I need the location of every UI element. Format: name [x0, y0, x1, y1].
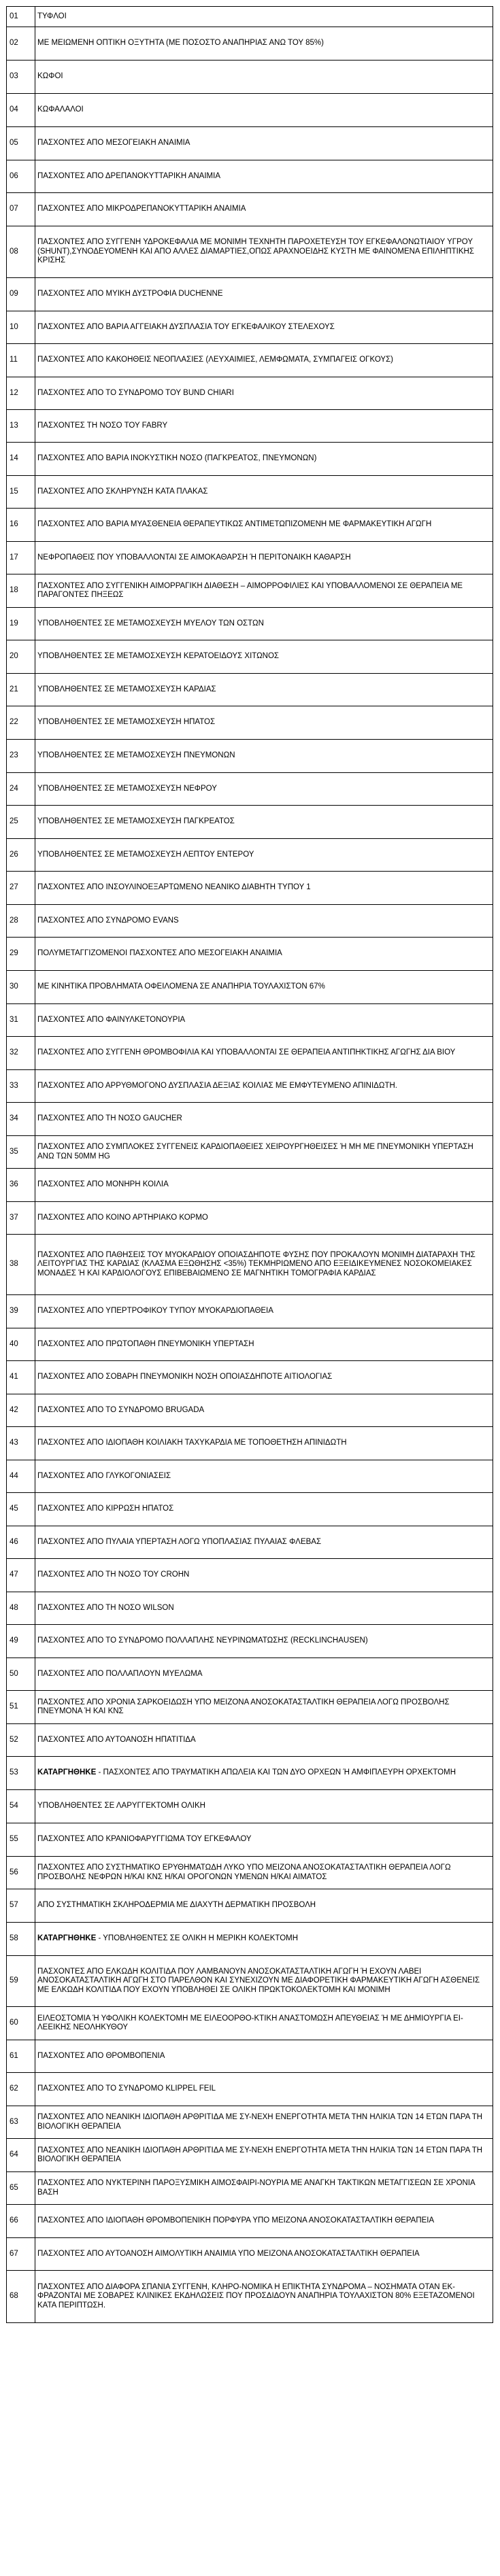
row-description: ΠΑΣΧΟΝΤΕΣ ΑΠΟ ΝΕΑΝΙΚΗ ΙΔΙΟΠΑΘΗ ΑΡΘΡΙΤΙΔΑ ΜΕ ΣΥ-ΝΕΧΗ ΕΝΕΡΓΟΤΗΤΑ ΜΕΤΑ ΤΗΝ ΗΛΙΚΙΑ ΤΩΝ 14 ΕΤΩΝ ΠΑΡΑ ΤΗ ΒΙΟΛΟΓΙΚΗ ΘΕΡΑΠΕΙΑ: [35, 2106, 493, 2139]
row-code: 03: [7, 61, 35, 94]
row-description: ΥΠΟΒΛΗΘΕΝΤΕΣ ΣΕ ΜΕΤΑΜΟΣΧΕΥΣΗ ΠΝΕΥΜΟΝΩΝ: [35, 740, 493, 773]
row-code: 44: [7, 1460, 35, 1493]
row-description: ΥΠΟΒΛΗΘΕΝΤΕΣ ΣΕ ΜΕΤΑΜΟΣΧΕΥΣΗ ΝΕΦΡΟΥ: [35, 773, 493, 806]
row-description: ΥΠΟΒΛΗΘΕΝΤΕΣ ΣΕ ΜΕΤΑΜΟΣΧΕΥΣΗ ΠΑΓΚΡΕΑΤΟΣ: [35, 806, 493, 839]
row-description: ΠΑΣΧΟΝΤΕΣ ΑΠΟ ΒΑΡΙΑ ΜΥΑΣΘΕΝΕΙΑ ΘΕΡΑΠΕΥΤΙΚΩΣ ΑΝΤΙΜΕΤΩΠΙΖΟΜΕΝΗ ΜΕ ΦΑΡΜΑΚΕΥΤΙΚΗ ΑΓΩΓΗ: [35, 509, 493, 542]
table-row: [7, 674, 493, 706]
table-row: [7, 1235, 493, 1295]
table-row: [7, 2139, 493, 2172]
row-code: 65: [7, 2172, 35, 2205]
table-row: [7, 278, 493, 311]
table-row: [7, 542, 493, 574]
row-description: ΠΑΣΧΟΝΤΕΣ ΑΠΟ ΣΥΝΔΡΟΜΟ EVANS: [35, 905, 493, 938]
table-row: [7, 7, 493, 27]
row-description: ΥΠΟΒΛΗΘΕΝΤΕΣ ΣΕ ΜΕΤΑΜΟΣΧΕΥΣΗ ΛΕΠΤΟΥ ΕΝΤΕΡΟΥ: [35, 839, 493, 872]
row-code: 23: [7, 740, 35, 773]
description-text: - ΠΑΣΧΟΝΤΕΣ ΑΠΟ ΤΡΑΥΜΑΤΙΚΗ ΑΠΩΛΕΙΑ ΚΑΙ ΤΩΝ ΔΥΟ ΟΡΧΕΩΝ Ή ΑΜΦΙΠΛΕΥΡΗ ΟΡΧΕΚΤΟΜΗ: [96, 1768, 456, 1777]
row-description: ΠΑΣΧΟΝΤΕΣ ΑΠΟ ΝΥΚΤΕΡΙΝΗ ΠΑΡΟΞΥΣΜΙΚΗ ΑΙΜΟΣΦΑΙΡΙ-ΝΟΥΡΙΑ ΜΕ ΑΝΑΓΚΗ ΤΑΚΤΙΚΩΝ ΜΕΤΑΓΓΙΣΕΩΝ ΣΕ ΧΡΟΝΙΑ ΒΑΣΗ: [35, 2172, 493, 2205]
row-code: 31: [7, 1004, 35, 1037]
row-code: 62: [7, 2073, 35, 2106]
row-description: ΑΠΟ ΣΥΣΤΗΜΑΤΙΚΗ ΣΚΛΗΡΟΔΕΡΜΙΑ ΜΕ ΔΙΑΧΥΤΗ ΔΕΡΜΑΤΙΚΗ ΠΡΟΣΒΟΛΗ: [35, 1889, 493, 1923]
row-description: ΠΑΣΧΟΝΤΕΣ ΑΠΟ ΤΗ ΝΟΣΟ ΤΟΥ CROHN: [35, 1559, 493, 1592]
row-description: ΠΑΣΧΟΝΤΕΣ ΑΠΟ ΕΛΚΩΔΗ ΚΟΛΙΤΙΔΑ ΠΟΥ ΛΑΜΒΑΝΟΥΝ ΑΝΟΣΟΚΑΤΑΣΤΑΛΤΙΚΗ ΑΓΩΓΗ Ή ΕΧΟΥΝ ΛΑΒΕΙ ΑΝΟΣΟΚΑΤΑΣΤΑΛΤΙΚΗ ΑΓΩΓΗ ΣΤΟ ΠΑΡΕΛΘΟΝ ΚΑΙ ΣΥΝΕΧΙΖΟΥΝ ΜΕ ΔΙΑΦΟΡΕΤΙΚΗ ΦΑΡΜΑΚΕΥΤΙΚΗ ΑΓΩΓΗ ΑΣΘΕΝΕΙΣ ΜΕ ΕΛΚΩΔΗ ΚΟΛΙΤΙΔΑ ΠΟΥ ΕΧΟΥΝ ΥΠΟΒΛΗΘΕΙ ΣΕ ΟΛΙΚΗ ΠΡΩΚΤΟΚΟΛΕΚΤΟΜΗ ΚΑΙ ΜΟΝΙΜΗ: [35, 1956, 493, 2007]
table-row: [7, 377, 493, 410]
row-description: ΚΩΦΑΛΑΛΟΙ: [35, 94, 493, 127]
table-row: [7, 1526, 493, 1559]
row-description: ΠΑΣΧΟΝΤΕΣ ΑΠΟ ΠΥΛΑΙΑ ΥΠΕΡΤΑΣΗ ΛΟΓΩ ΥΠΟΠΛΑΣΙΑΣ ΠΥΛΑΙΑΣ ΦΛΕΒΑΣ: [35, 1526, 493, 1559]
row-code: 55: [7, 1823, 35, 1857]
row-code: 24: [7, 773, 35, 806]
row-description: ΠΑΣΧΟΝΤΕΣ ΑΠΟ ΚΑΚΟΗΘΕΙΣ ΝΕΟΠΛΑΣΙΕΣ (ΛΕΥΧΑΙΜΙΕΣ, ΛΕΜΦΩΜΑΤΑ, ΣΥΜΠΑΓΕΙΣ ΟΓΚΟΥΣ): [35, 344, 493, 377]
row-code: 37: [7, 1202, 35, 1235]
table-row: [7, 1295, 493, 1328]
row-code: 09: [7, 278, 35, 311]
table-row: [7, 1857, 493, 1889]
row-code: 56: [7, 1857, 35, 1889]
row-code: 33: [7, 1070, 35, 1103]
row-description: ΠΑΣΧΟΝΤΕΣ ΑΠΟ ΙΝΣΟΥΛΙΝΟΕΞΑΡΤΩΜΕΝΟ ΝΕΑΝΙΚΟ ΔΙΑΒΗΤΗ ΤΥΠΟΥ 1: [35, 872, 493, 905]
row-description: ΠΑΣΧΟΝΤΕΣ ΑΠΟ ΠΟΛΛΑΠΛΟΥΝ ΜΥΕΛΩΜΑ: [35, 1658, 493, 1691]
row-code: 67: [7, 2238, 35, 2271]
table-row: [7, 2172, 493, 2205]
table-row: [7, 1460, 493, 1493]
row-code: 06: [7, 160, 35, 193]
table-row: [7, 1427, 493, 1460]
table-row: [7, 1823, 493, 1857]
table-row: [7, 344, 493, 377]
disability-codes-table: [6, 6, 493, 2323]
row-description: ΕΙΛΕΟΣΤΟΜΙΑ Ή ΥΦΟΛΙΚΗ ΚΟΛΕΚΤΟΜΗ ΜΕ ΕΙΛΕΟΟΡΘΟ-ΚΤΙΚΗ ΑΝΑΣΤΟΜΩΣΗ ΑΠΕΥΘΕΙΑΣ Ή ΜΕ ΔΗΜΙΟΥΡΓΙΑ ΕΙ-ΛΕΕΙΚΗΣ ΝΕΟΛΗΚΥΘΟΥ: [35, 2007, 493, 2040]
row-description: ΠΑΣΧΟΝΤΕΣ ΑΠΟ ΑΥΤΟΑΝΟΣΗ ΗΠΑΤΙΤΙΔΑ: [35, 1724, 493, 1757]
row-code: 25: [7, 806, 35, 839]
row-code: 15: [7, 476, 35, 509]
row-code: 08: [7, 226, 35, 278]
row-description: ΠΑΣΧΟΝΤΕΣ ΑΠΟ ΤΟ ΣΥΝΔΡΟΜΟ ΠΟΛΛΑΠΛΗΣ ΝΕΥΡΙΝΩΜΑΤΩΣΗΣ (RECKLINCHAUSEN): [35, 1625, 493, 1658]
row-description: ΚΩΦΟΙ: [35, 61, 493, 94]
row-description: ΠΑΣΧΟΝΤΕΣ ΑΠΟ ΔΙΑΦΟΡΑ ΣΠΑΝΙΑ ΣΥΓΓΕΝΗ, ΚΛΗΡΟ-ΝΟΜΙΚΑ Η ΕΠΙΚΤΗΤΑ ΣΥΝΔΡΟΜΑ – ΝΟΣΗΜΑΤΑ ΟΤΑΝ ΕΚ-ΦΡΑΖΟΝΤΑΙ ΜΕ ΣΟΒΑΡΕΣ ΚΛΙΝΙΚΕΣ ΕΚΔΗΛΩΣΕΙΣ ΠΟΥ ΠΡΟΣΔΙΔΟΥΝ ΑΝΑΠΗΡΙΑ ΤΟΥΛΑΧΙΣΤΟΝ 80% ΕΞΕΤΑΖΟΜΕΝΟΙ ΚΑΤΑ ΠΕΡΙΠΤΩΣΗ.: [35, 2271, 493, 2323]
row-description: ΥΠΟΒΛΗΘΕΝΤΕΣ ΣΕ ΜΕΤΑΜΟΣΧΕΥΣΗ ΚΑΡΔΙΑΣ: [35, 674, 493, 706]
row-description: ΠΑΣΧΟΝΤΕΣ ΑΠΟ ΙΔΙΟΠΑΘΗ ΚΟΙΛΙΑΚΗ ΤΑΧΥΚΑΡΔΙΑ ΜΕ ΤΟΠΟΘΕΤΗΣΗ ΑΠΙΝΙΔΩΤΗ: [35, 1427, 493, 1460]
row-code: 32: [7, 1037, 35, 1070]
row-code: 27: [7, 872, 35, 905]
description-text: - ΥΠΟΒΛΗΘΕΝΤΕΣ ΣΕ ΟΛΙΚΗ Η ΜΕΡΙΚΗ ΚΟΛΕΚΤΟΜΗ: [96, 1934, 299, 1943]
row-code: 52: [7, 1724, 35, 1757]
row-description: ΠΑΣΧΟΝΤΕΣ ΑΠΟ ΜΕΣΟΓΕΙΑΚΗ ΑΝΑΙΜΙΑ: [35, 127, 493, 160]
row-code: 26: [7, 839, 35, 872]
row-description: ΠΑΣΧΟΝΤΕΣ ΑΠΟ ΠΡΩΤΟΠΑΘΗ ΠΝΕΥΜΟΝΙΚΗ ΥΠΕΡΤΑΣΗ: [35, 1328, 493, 1361]
row-description: ΠΑΣΧΟΝΤΕΣ ΑΠΟ ΓΛΥΚΟΓΟΝΙΑΣΕΙΣ: [35, 1460, 493, 1493]
row-code: 53: [7, 1757, 35, 1790]
table-row: [7, 160, 493, 193]
row-description: ΠΑΣΧΟΝΤΕΣ ΤΗ ΝΟΣΟ ΤΟΥ FABRY: [35, 410, 493, 443]
row-code: 36: [7, 1169, 35, 1202]
row-code: 21: [7, 674, 35, 706]
table-row: [7, 2205, 493, 2238]
table-row: [7, 1493, 493, 1526]
table-row: [7, 706, 493, 740]
row-code: 30: [7, 971, 35, 1004]
row-code: 46: [7, 1526, 35, 1559]
row-description: ΠΑΣΧΟΝΤΕΣ ΑΠΟ ΧΡΟΝΙΑ ΣΑΡΚΟΕΙΔΩΣΗ ΥΠΟ ΜΕΙΖΟΝΑ ΑΝΟΣΟΚΑΤΑΣΤΑΛΤΙΚΗ ΘΕΡΑΠΕΙΑ ΛΟΓΩ ΠΡΟΣΒΟΛΗΣ ΠΝΕΥΜΟΝΑ Ή ΚΑΙ ΚΝΣ: [35, 1691, 493, 1724]
row-code: 11: [7, 344, 35, 377]
table-row: [7, 476, 493, 509]
row-description: ΠΑΣΧΟΝΤΕΣ ΑΠΟ ΣΥΣΤΗΜΑΤΙΚΟ ΕΡΥΘΗΜΑΤΩΔΗ ΛΥΚΟ ΥΠΟ ΜΕΙΖΟΝΑ ΑΝΟΣΟΚΑΤΑΣΤΑΛΤΙΚΗ ΘΕΡΑΠΕΙΑ ΛΟΓΩ ΠΡΟΣΒΟΛΗΣ ΝΕΦΡΩΝ Η/ΚΑΙ ΚΝΣ Η/ΚΑΙ ΟΡΟΓΟΝΩΝ ΥΜΕΝΩΝ Η/ΚΑΙ ΑΙΜΑΤΟΣ: [35, 1857, 493, 1889]
row-description: ΠΑΣΧΟΝΤΕΣ ΑΠΟ ΜΥΙΚΗ ΔΥΣΤΡΟΦΙΑ DUCHENNE: [35, 278, 493, 311]
table-row: [7, 574, 493, 608]
row-code: 29: [7, 938, 35, 971]
table-row: [7, 1136, 493, 1169]
row-code: 48: [7, 1592, 35, 1625]
row-description: ΠΑΣΧΟΝΤΕΣ ΑΠΟ ΤΟ ΣΥΝΔΡΟΜΟ KLIPPEL FEIL: [35, 2073, 493, 2106]
row-description: ΥΠΟΒΛΗΘΕΝΤΕΣ ΣΕ ΜΕΤΑΜΟΣΧΕΥΣΗ ΗΠΑΤΟΣ: [35, 706, 493, 740]
row-description: ΠΑΣΧΟΝΤΕΣ ΑΠΟ ΑΥΤΟΑΝΟΣΗ ΑΙΜΟΛΥΤΙΚΗ ΑΝΑΙΜΙΑ ΥΠΟ ΜΕΙΖΟΝΑ ΑΝΟΣΟΚΑΤΑΣΤΑΛΤΙΚΗ ΘΕΡΑΠΕΙΑ: [35, 2238, 493, 2271]
table-row: [7, 1757, 493, 1790]
table-row: [7, 872, 493, 905]
row-code: 28: [7, 905, 35, 938]
table-row: [7, 773, 493, 806]
row-description: [35, 1923, 493, 1956]
abolished-label: ΚΑΤΑΡΓΗΘΗΚΕ: [37, 1768, 97, 1777]
row-description: ΥΠΟΒΛΗΘΕΝΤΕΣ ΣΕ ΜΕΤΑΜΟΣΧΕΥΣΗ ΚΕΡΑΤΟΕΙΔΟΥΣ ΧΙΤΩΝΟΣ: [35, 640, 493, 674]
table-row: [7, 640, 493, 674]
row-code: 39: [7, 1295, 35, 1328]
table-row: [7, 1889, 493, 1923]
table-row: [7, 1559, 493, 1592]
row-description: ΠΑΣΧΟΝΤΕΣ ΑΠΟ ΒΑΡΙΑ ΑΓΓΕΙΑΚΗ ΔΥΣΠΛΑΣΙΑ ΤΟΥ ΕΓΚΕΦΑΛΙΚΟΥ ΣΤΕΛΕΧΟΥΣ: [35, 311, 493, 344]
table-row: [7, 509, 493, 542]
table-row: [7, 193, 493, 226]
table-row: [7, 1394, 493, 1427]
row-description: ΥΠΟΒΛΗΘΕΝΤΕΣ ΣΕ ΛΑΡΥΓΓΕΚΤΟΜΗ ΟΛΙΚΗ: [35, 1790, 493, 1823]
table-row: [7, 226, 493, 278]
row-code: 02: [7, 27, 35, 61]
row-description: ΜΕ ΚΙΝΗΤΙΚΑ ΠΡΟΒΛΗΜΑΤΑ ΟΦΕΙΛΟΜΕΝΑ ΣΕ ΑΝΑΠΗΡΙΑ ΤΟΥΛΑΧΙΣΤΟΝ 67%: [35, 971, 493, 1004]
row-code: 01: [7, 7, 35, 27]
row-code: 51: [7, 1691, 35, 1724]
table-row: [7, 27, 493, 61]
row-description: ΠΑΣΧΟΝΤΕΣ ΑΠΟ ΣΥΜΠΛΟΚΕΣ ΣΥΓΓΕΝΕΙΣ ΚΑΡΔΙΟΠΑΘΕΙΕΣ ΧΕΙΡΟΥΡΓΗΘΕΙΣΕΣ Ή ΜΗ ΜΕ ΠΝΕΥΜΟΝΙΚΗ ΥΠΕΡΤΑΣΗ ΑΝΩ ΤΩΝ 50ΜΜ HG: [35, 1136, 493, 1169]
row-code: 68: [7, 2271, 35, 2323]
row-description: ΠΑΣΧΟΝΤΕΣ ΑΠΟ ΑΡΡΥΘΜΟΓΟΝΟ ΔΥΣΠΛΑΣΙΑ ΔΕΞΙΑΣ ΚΟΙΛΙΑΣ ΜΕ ΕΜΦΥΤΕΥΜΕΝΟ ΑΠΙΝΙΔΩΤΗ.: [35, 1070, 493, 1103]
table-row: [7, 971, 493, 1004]
row-code: 07: [7, 193, 35, 226]
row-description: ΤΥΦΛΟΙ: [35, 7, 493, 27]
table-row: [7, 1037, 493, 1070]
row-code: 49: [7, 1625, 35, 1658]
row-code: 17: [7, 542, 35, 574]
row-description: ΠΑΣΧΟΝΤΕΣ ΑΠΟ ΣΥΓΓΕΝΗ ΥΔΡΟΚΕΦΑΛΙΑ ΜΕ ΜΟΝΙΜΗ ΤΕΧΝΗΤΗ ΠΑΡΟΧΕΤΕΥΣΗ ΤΟΥ ΕΓΚΕΦΑΛΟΝΩΤΙΑΙΟΥ ΥΓΡΟΥ (SHUNT),ΣΥΝΟΔΕΥΟΜΕΝΗ ΚΑΙ ΑΠΟ ΑΛΛΕΣ ΔΙΑΜΑΡΤΙΕΣ,ΟΠΩΣ ΑΡΑΧΝΟΕΙΔΗΣ ΚΥΣΤΗ ΜΕ ΦΑΙΝΟΜΕΝΑ ΕΠΙΛΗΠΤΙΚΗΣ ΚΡΙΣΗΣ: [35, 226, 493, 278]
row-code: 41: [7, 1361, 35, 1394]
row-description: ΠΑΣΧΟΝΤΕΣ ΑΠΟ ΥΠΕΡΤΡΟΦΙΚΟΥ ΤΥΠΟΥ ΜΥΟΚΑΡΔΙΟΠΑΘΕΙΑ: [35, 1295, 493, 1328]
row-description: ΠΑΣΧΟΝΤΕΣ ΑΠΟ ΚΡΑΝΙΟΦΑΡΥΓΓΙΩΜΑ ΤΟΥ ΕΓΚΕΦΑΛΟΥ: [35, 1823, 493, 1857]
table-row: [7, 1202, 493, 1235]
row-description: ΠΑΣΧΟΝΤΕΣ ΑΠΟ ΤΟ ΣΥΝΔΡΟΜΟ BRUGADA: [35, 1394, 493, 1427]
row-description: ΠΑΣΧΟΝΤΕΣ ΑΠΟ ΜΟΝΗΡΗ ΚΟΙΛΙΑ: [35, 1169, 493, 1202]
row-code: 60: [7, 2007, 35, 2040]
table-body: [7, 7, 493, 2323]
row-code: 45: [7, 1493, 35, 1526]
row-code: 38: [7, 1235, 35, 1295]
row-code: 22: [7, 706, 35, 740]
table-row: [7, 2007, 493, 2040]
row-description: ΝΕΦΡΟΠΑΘΕΙΣ ΠΟΥ ΥΠΟΒΑΛΛΟΝΤΑΙ ΣΕ ΑΙΜΟΚΑΘΑΡΣΗ Ή ΠΕΡΙΤΟΝΑΙΚΗ ΚΑΘΑΡΣΗ: [35, 542, 493, 574]
table-row: [7, 1592, 493, 1625]
abolished-label: ΚΑΤΑΡΓΗΘΗΚΕ: [37, 1934, 97, 1943]
table-row: [7, 839, 493, 872]
row-description: ΠΑΣΧΟΝΤΕΣ ΑΠΟ ΤΗ ΝΟΣΟ WILSON: [35, 1592, 493, 1625]
table-row: [7, 1790, 493, 1823]
row-description: ΠΑΣΧΟΝΤΕΣ ΑΠΟ ΝΕΑΝΙΚΗ ΙΔΙΟΠΑΘΗ ΑΡΘΡΙΤΙΔΑ ΜΕ ΣΥ-ΝΕΧΗ ΕΝΕΡΓΟΤΗΤΑ ΜΕΤΑ ΤΗΝ ΗΛΙΚΙΑ ΤΩΝ 14 ΕΤΩΝ ΠΑΡΑ ΤΗ ΒΙΟΛΟΓΙΚΗ ΘΕΡΑΠΕΙΑ: [35, 2139, 493, 2172]
row-description: ΠΑΣΧΟΝΤΕΣ ΑΠΟ ΣΥΓΓΕΝΙΚΗ ΑΙΜΟΡΡΑΓΙΚΗ ΔΙΑΘΕΣΗ – ΑΙΜΟΡΡΟΦΙΛΙΕΣ ΚΑΙ ΥΠΟΒΑΛΛΟΜΕΝΟΙ ΣΕ ΘΕΡΑΠΕΙΑ ΜΕ ΠΑΡΑΓΟΝΤΕΣ ΠΗΞΕΩΣ: [35, 574, 493, 608]
row-code: 63: [7, 2106, 35, 2139]
row-code: 16: [7, 509, 35, 542]
row-code: 40: [7, 1328, 35, 1361]
table-row: [7, 94, 493, 127]
row-code: 34: [7, 1103, 35, 1136]
table-row: [7, 1328, 493, 1361]
row-description: ΠΑΣΧΟΝΤΕΣ ΑΠΟ ΣΚΛΗΡΥΝΣΗ ΚΑΤΑ ΠΛΑΚΑΣ: [35, 476, 493, 509]
row-code: 57: [7, 1889, 35, 1923]
row-description: ΠΑΣΧΟΝΤΕΣ ΑΠΟ ΒΑΡΙΑ ΙΝΟΚΥΣΤΙΚΗ ΝΟΣΟ (ΠΑΓΚΡΕΑΤΟΣ, ΠΝΕΥΜΟΝΩΝ): [35, 443, 493, 476]
table-row: [7, 740, 493, 773]
row-description: ΠΑΣΧΟΝΤΕΣ ΑΠΟ ΙΔΙΟΠΑΘΗ ΘΡΟΜΒΟΠΕΝΙΚΗ ΠΟΡΦΥΡΑ ΥΠΟ ΜΕΙΖΟΝΑ ΑΝΟΣΟΚΑΤΑΣΤΑΛΤΙΚΗ ΘΕΡΑΠΕΙΑ: [35, 2205, 493, 2238]
table-row: [7, 1169, 493, 1202]
row-code: 50: [7, 1658, 35, 1691]
table-row: [7, 2271, 493, 2323]
table-row: [7, 1361, 493, 1394]
table-row: [7, 1658, 493, 1691]
table-row: [7, 2073, 493, 2106]
table-row: [7, 1956, 493, 2007]
table-row: [7, 2238, 493, 2271]
row-description: ΠΑΣΧΟΝΤΕΣ ΑΠΟ ΤΟ ΣΥΝΔΡΟΜΟ ΤΟΥ BUND CHIARI: [35, 377, 493, 410]
row-code: 64: [7, 2139, 35, 2172]
row-code: 12: [7, 377, 35, 410]
row-description: ΠΟΛΥΜΕΤΑΓΓΙΖΟΜΕΝΟΙ ΠΑΣΧΟΝΤΕΣ ΑΠΟ ΜΕΣΟΓΕΙΑΚΗ ΑΝΑΙΜΙΑ: [35, 938, 493, 971]
row-code: 59: [7, 1956, 35, 2007]
table-row: [7, 127, 493, 160]
row-code: 19: [7, 608, 35, 640]
row-code: 61: [7, 2040, 35, 2073]
table-row: [7, 1923, 493, 1956]
row-code: 14: [7, 443, 35, 476]
row-code: 10: [7, 311, 35, 344]
row-description: ΠΑΣΧΟΝΤΕΣ ΑΠΟ ΘΡΟΜΒΟΠΕΝΙΑ: [35, 2040, 493, 2073]
row-code: 18: [7, 574, 35, 608]
table-row: [7, 938, 493, 971]
row-description: ΠΑΣΧΟΝΤΕΣ ΑΠΟ ΤΗ ΝΟΣΟ GAUCHER: [35, 1103, 493, 1136]
table-row: [7, 1691, 493, 1724]
row-description: ΠΑΣΧΟΝΤΕΣ ΑΠΟ ΣΟΒΑΡΗ ΠΝΕΥΜΟΝΙΚΗ ΝΟΣΗ ΟΠΟΙΑΣΔΗΠΟΤΕ ΑΙΤΙΟΛΟΓΙΑΣ: [35, 1361, 493, 1394]
row-description: ΠΑΣΧΟΝΤΕΣ ΑΠΟ ΚΟΙΝΟ ΑΡΤΗΡΙΑΚΟ ΚΟΡΜΟ: [35, 1202, 493, 1235]
row-description: ΜΕ ΜΕΙΩΜΕΝΗ ΟΠΤΙΚΗ ΟΞΥΤΗΤΑ (ΜΕ ΠΟΣΟΣΤΟ ΑΝΑΠΗΡΙΑΣ ΑΝΩ ΤΟΥ 85%): [35, 27, 493, 61]
table-row: [7, 2106, 493, 2139]
table-row: [7, 905, 493, 938]
row-code: 04: [7, 94, 35, 127]
row-description: ΠΑΣΧΟΝΤΕΣ ΑΠΟ ΣΥΓΓΕΝΗ ΘΡΟΜΒΟΦΙΛΙΑ ΚΑΙ ΥΠΟΒΑΛΛΟΝΤΑΙ ΣΕ ΘΕΡΑΠΕΙΑ ΑΝΤΙΠΗΚΤΙΚΗΣ ΑΓΩΓΗΣ ΔΙΑ ΒΙΟΥ: [35, 1037, 493, 1070]
row-code: 47: [7, 1559, 35, 1592]
row-code: 42: [7, 1394, 35, 1427]
row-code: 43: [7, 1427, 35, 1460]
table-row: [7, 311, 493, 344]
row-code: 20: [7, 640, 35, 674]
table-row: [7, 1070, 493, 1103]
table-row: [7, 1724, 493, 1757]
row-description: [35, 1757, 493, 1790]
row-description: ΠΑΣΧΟΝΤΕΣ ΑΠΟ ΦΑΙΝΥΛΚΕΤΟΝΟΥΡΙΑ: [35, 1004, 493, 1037]
row-description: ΥΠΟΒΛΗΘΕΝΤΕΣ ΣΕ ΜΕΤΑΜΟΣΧΕΥΣΗ ΜΥΕΛΟΥ ΤΩΝ ΟΣΤΩΝ: [35, 608, 493, 640]
row-code: 05: [7, 127, 35, 160]
table-row: [7, 61, 493, 94]
table-row: [7, 608, 493, 640]
row-code: 66: [7, 2205, 35, 2238]
row-code: 13: [7, 410, 35, 443]
table-row: [7, 1004, 493, 1037]
table-row: [7, 1103, 493, 1136]
row-description: ΠΑΣΧΟΝΤΕΣ ΑΠΟ ΜΙΚΡΟΔΡΕΠΑΝΟΚΥΤΤΑΡΙΚΗ ΑΝΑΙΜΙΑ: [35, 193, 493, 226]
row-description: ΠΑΣΧΟΝΤΕΣ ΑΠΟ ΔΡΕΠΑΝΟΚΥΤΤΑΡΙΚΗ ΑΝΑΙΜΙΑ: [35, 160, 493, 193]
table-row: [7, 1625, 493, 1658]
row-description: ΠΑΣΧΟΝΤΕΣ ΑΠΟ ΠΑΘΗΣΕΙΣ ΤΟΥ ΜΥΟΚΑΡΔΙΟΥ ΟΠΟΙΑΣΔΗΠΟΤΕ ΦΥΣΗΣ ΠΟΥ ΠΡΟΚΑΛΟΥΝ ΜΟΝΙΜΗ ΔΙΑΤΑΡΑΧΗ ΤΗΣ ΛΕΙΤΟΥΡΓΙΑΣ ΤΗΣ ΚΑΡΔΙΑΣ (ΚΛΑΣΜΑ ΕΞΩΘΗΣΗΣ <35%) ΤΕΚΜΗΡΙΩΜΕΝΟ ΑΠΟ ΕΞΕΙΔΙΚΕΥΜΕΝΕΣ ΝΟΣΟΚΟΜΕΙΑΚΕΣ ΜΟΝΑΔΕΣ Ή ΚΑΙ ΚΑΡΔΙΟΛΟΓΟΥΣ ΕΠΙΒΕΒΑΙΩΜΕΝΟ ΣΕ ΜΑΓΝΗΤΙΚΗ ΤΟΜΟΓΡΑΦΙΑ ΚΑΡΔΙΑΣ: [35, 1235, 493, 1295]
table-row: [7, 2040, 493, 2073]
row-code: 35: [7, 1136, 35, 1169]
row-code: 54: [7, 1790, 35, 1823]
table-row: [7, 806, 493, 839]
table-row: [7, 410, 493, 443]
table-row: [7, 443, 493, 476]
row-code: 58: [7, 1923, 35, 1956]
row-description: ΠΑΣΧΟΝΤΕΣ ΑΠΟ ΚΙΡΡΩΣΗ ΗΠΑΤΟΣ: [35, 1493, 493, 1526]
